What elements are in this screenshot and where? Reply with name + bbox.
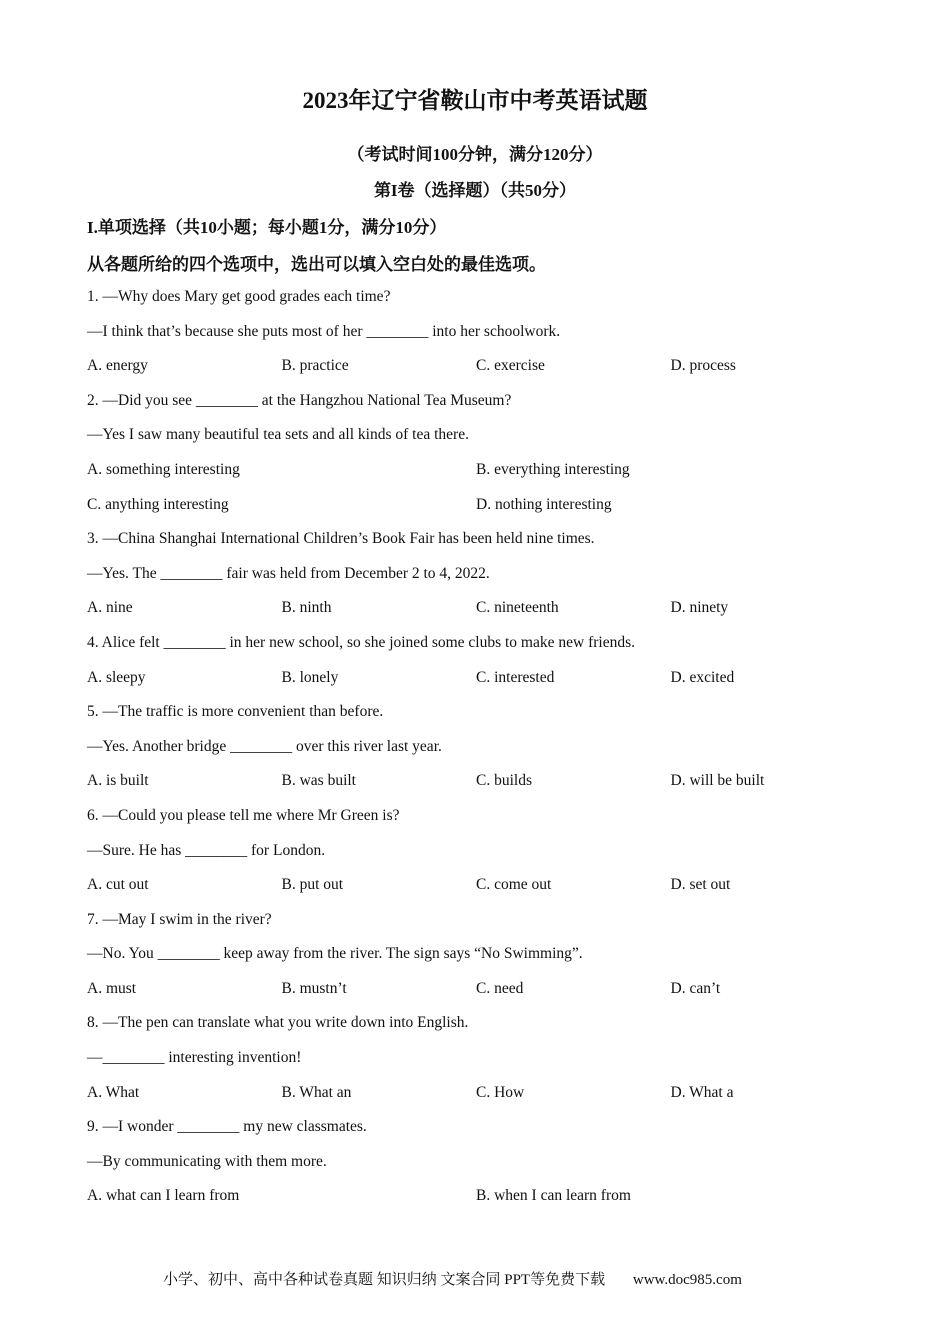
question-5-stem: 5. —The traffic is more convenient than before. — [87, 703, 384, 721]
option: C. builds — [476, 772, 532, 790]
exam-duration-note: （考试时间100分钟，满分120分） — [347, 145, 603, 164]
question-2-stem: 2. —Did you see ________ at the Hangzhou National Tea Museum? — [87, 391, 512, 409]
option: C. nineteenth — [476, 599, 559, 617]
option: B. mustn’t — [281, 979, 347, 997]
option: D. ninety — [670, 599, 729, 617]
question-7-options — [87, 978, 887, 1013]
question-4-options — [87, 667, 887, 702]
option: C. anything interesting — [87, 495, 229, 513]
question-6-stem: 6. —Could you please tell me where Mr Green is? — [87, 806, 400, 824]
option: A. cut out — [87, 876, 149, 894]
question-7-response: —No. You ________ keep away from the river. The sign says “No Swimming”. — [87, 945, 583, 963]
option: B. ninth — [281, 599, 332, 617]
question-1-response: —I think that’s because she puts most of her ________ into her schoolwork. — [87, 322, 561, 340]
question-2-options-row-1 — [87, 459, 887, 494]
section-heading: I.单项选择（共10小题；每小题1分，满分10分） — [87, 218, 447, 237]
option: B. everything interesting — [476, 460, 630, 478]
option: C. come out — [476, 876, 552, 894]
page-footer — [163, 1268, 742, 1289]
option: A. energy — [87, 357, 148, 375]
option: B. What an — [281, 1083, 352, 1101]
option: A. sleepy — [87, 668, 146, 686]
part-title: 第I卷（选择题）（共50分） — [373, 181, 577, 200]
question-2-options-row-2 — [87, 494, 887, 529]
page-title: 2023年辽宁省鞍山市中考英语试题 — [302, 88, 648, 113]
option: D. will be built — [670, 772, 765, 790]
footer-website-link[interactable]: www.doc985.com — [632, 1272, 742, 1288]
option: B. put out — [281, 876, 344, 894]
question-3-response: —Yes. The ________ fair was held from December 2 to 4, 2022. — [87, 564, 490, 582]
option: A. something interesting — [87, 460, 240, 478]
option: B. practice — [281, 357, 349, 375]
option: C. exercise — [476, 357, 545, 375]
question-1-stem: 1. —Why does Mary get good grades each time? — [87, 288, 391, 305]
question-5-response: —Yes. Another bridge ________ over this river last year. — [87, 737, 442, 755]
question-5-options — [87, 770, 887, 805]
section-instruction: 从各题所给的四个选项中，选出可以填入空白处的最佳选项。 — [87, 255, 546, 274]
footer-promo-text: 小学、初中、高中各种试卷真题 知识归纳 文案合同 PPT等免费下载 — [163, 1272, 606, 1288]
option: C. How — [476, 1083, 525, 1101]
option: C. need — [476, 979, 524, 997]
option: A. must — [87, 979, 137, 997]
option: C. interested — [476, 668, 555, 686]
question-1-options — [87, 355, 887, 390]
option: D. excited — [670, 668, 735, 686]
question-2-response: —Yes I saw many beautiful tea sets and all kinds of tea there. — [87, 426, 469, 444]
option: D. can’t — [670, 979, 721, 997]
option: A. what can I learn from — [87, 1187, 240, 1205]
question-7-stem: 7. —May I swim in the river? — [87, 910, 272, 928]
question-6-response: —Sure. He has ________ for London. — [87, 841, 326, 859]
question-8-options — [87, 1082, 887, 1117]
option: D. What a — [670, 1083, 734, 1101]
option: D. set out — [670, 876, 731, 894]
option: A. nine — [87, 599, 133, 617]
option: B. when I can learn from — [476, 1187, 631, 1205]
question-9-options-row-1 — [87, 1185, 887, 1220]
question-9-stem: 9. —I wonder ________ my new classmates. — [87, 1118, 367, 1136]
option: A. is built — [87, 772, 149, 790]
option: A. What — [87, 1083, 140, 1101]
question-8-response: —________ interesting invention! — [87, 1049, 302, 1067]
option: B. was built — [281, 772, 356, 790]
question-list — [87, 286, 887, 1220]
question-4-stem: 4. Alice felt ________ in her new school, so she joined some clubs to make new friends. — [87, 633, 635, 651]
question-9-response: —By communicating with them more. — [87, 1152, 327, 1170]
question-8-stem: 8. —The pen can translate what you write down into English. — [87, 1014, 469, 1032]
question-6-options — [87, 874, 887, 909]
option: D. process — [670, 357, 736, 375]
question-3-stem: 3. —China Shanghai International Children’s Book Fair has been held nine times. — [87, 530, 595, 548]
option: B. lonely — [281, 668, 339, 686]
option: D. nothing interesting — [476, 495, 612, 513]
question-3-options — [87, 597, 887, 632]
